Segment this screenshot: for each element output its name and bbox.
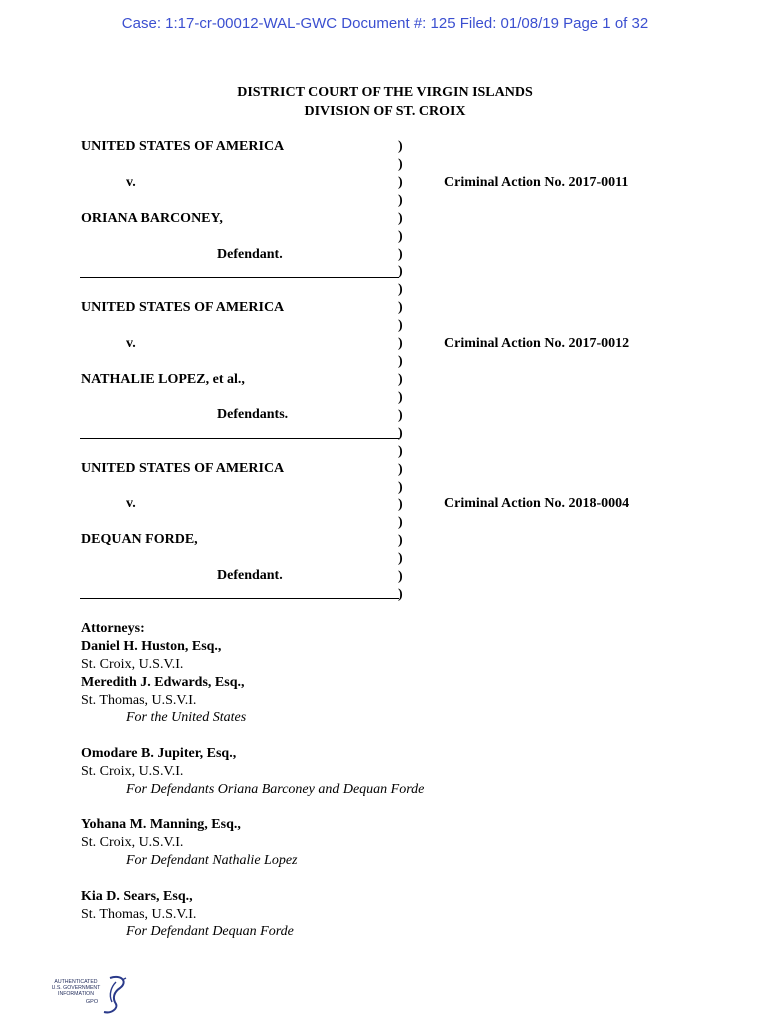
caption-paren: ) [398,533,403,549]
eagle-icon [104,977,126,1012]
logo-text-authenticated: AUTHENTICATED [54,979,98,985]
attorney-representation: For Defendants Oriana Barconey and Dequan Forde [126,782,425,797]
caption-paren: ) [398,371,403,387]
attorney-representation: For Defendant Dequan Forde [126,924,294,939]
case1-defendant: ORIANA BARCONEY, [81,211,223,226]
case3-defendant: DEQUAN FORDE, [81,532,198,547]
attorney-name: Meredith J. Edwards, Esq., [81,675,245,690]
case2-action-number: Criminal Action No. 2017-0012 [444,336,630,351]
attorney-name: Daniel H. Huston, Esq., [81,639,222,654]
case2-defendant: NATHALIE LOPEZ, et al., [81,372,245,387]
caption-paren: ) [398,461,403,477]
caption-paren: ) [398,300,403,316]
caption-paren: ) [398,407,403,423]
attorney-name: Kia D. Sears, Esq., [81,889,193,904]
court-division: DIVISION OF ST. CROIX [304,104,466,119]
caption-paren: ) [398,210,403,226]
case1-role: Defendant. [217,247,283,262]
caption-paren: ) [398,479,403,495]
attorney-representation: For the United States [126,710,247,725]
caption-paren: ) [398,569,403,585]
case-header-stamp: Case: 1:17-cr-00012-WAL-GWC Document #: 125 Filed: 01/08/19 Page 1 of 32 [121,15,649,32]
logo-text-information: INFORMATION [58,991,94,997]
case3-action-number: Criminal Action No. 2018-0004 [444,496,630,511]
caption-paren: ) [398,139,403,154]
case1-plaintiff: UNITED STATES OF AMERICA [81,139,285,154]
caption-paren: ) [398,515,403,531]
case2-plaintiff: UNITED STATES OF AMERICA [81,300,285,315]
court-name: DISTRICT COURT OF THE VIRGIN ISLANDS [237,85,533,100]
caption-paren: ) [398,336,403,352]
caption-paren: ) [398,443,403,459]
caption-paren: ) [398,587,403,603]
attorney-name: Yohana M. Manning, Esq., [81,817,241,832]
caption-paren: ) [398,156,403,172]
case2-versus: v. [126,336,136,351]
caption-paren: ) [398,264,403,280]
caption-paren: ) [398,318,403,334]
attorneys-heading: Attorneys: [81,621,145,636]
attorney-location: St. Croix, U.S.V.I. [81,657,184,672]
caption-paren: ) [398,192,403,208]
caption-paren: ) [398,228,403,244]
attorney-location: St. Croix, U.S.V.I. [81,835,184,850]
caption-paren: ) [398,174,403,190]
case2-divider [80,438,399,439]
case1-versus: v. [126,175,136,190]
caption-paren: ) [398,497,403,513]
caption-paren: ) [398,354,403,370]
attorney-representation: For Defendant Nathalie Lopez [126,853,298,868]
caption-paren: ) [398,425,403,441]
caption-paren: ) [398,282,403,298]
attorney-location: St. Thomas, U.S.V.I. [81,693,197,708]
case3-versus: v. [126,496,136,511]
attorney-location: St. Croix, U.S.V.I. [81,764,184,779]
case3-divider [80,598,399,599]
case1-divider [80,277,399,278]
caption-paren: ) [398,389,403,405]
case1-action-number: Criminal Action No. 2017-0011 [444,175,629,190]
logo-text-government: U.S. GOVERNMENT [51,985,101,991]
case3-role: Defendant. [217,568,283,583]
logo-text-gpo: GPO [85,999,99,1005]
caption-paren: ) [398,246,403,262]
caption-paren: ) [398,551,403,567]
attorney-name: Omodare B. Jupiter, Esq., [81,746,237,761]
gpo-authentication-logo [40,972,130,1016]
case2-role: Defendants. [217,407,289,422]
case3-plaintiff: UNITED STATES OF AMERICA [81,461,285,476]
attorney-location: St. Thomas, U.S.V.I. [81,907,197,922]
caption-paren-column [398,138,403,604]
